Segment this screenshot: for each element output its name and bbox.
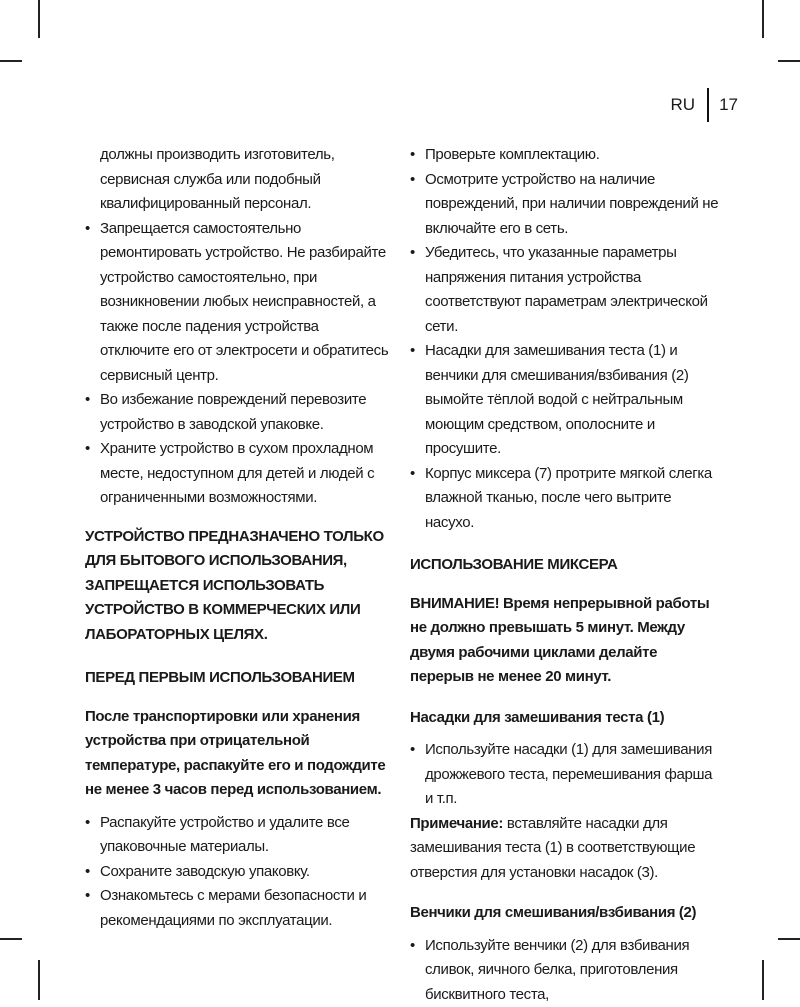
list-item: • Убедитесь, что указанные параметры напряжения питания устройства соответствуют параметрам электрической сети. bbox=[410, 241, 720, 339]
page-header bbox=[671, 88, 738, 122]
list-item: • Корпус миксера (7) протрите мягкой слегка влажной тканью, после чего вытрите насухо. bbox=[410, 462, 720, 536]
list-item: • Используйте насадки (1) для замешивания дрожжевого теста, перемешивания фарша и т.п. bbox=[410, 738, 720, 812]
household-use-warning: УСТРОЙСТВО ПРЕДНАЗНАЧЕНО ТОЛЬКО ДЛЯ БЫТОВОГО ИСПОЛЬЗОВАНИЯ, ЗАПРЕЩАЕТСЯ ИСПОЛЬЗОВАТЬ УСТРОЙСТВО В КОММЕРЧЕСКИХ ИЛИ ЛАБОРАТОРНЫХ ЦЕЛЯХ. bbox=[85, 525, 390, 648]
list-item: • Ознакомьтесь с мерами безопасности и рекомендациями по эксплуатации. bbox=[85, 884, 390, 933]
list-item: • Осмотрите устройство на наличие повреждений, при наличии повреждений не включайте его в сеть. bbox=[410, 168, 720, 242]
first-use-list bbox=[85, 811, 390, 934]
crop-mark-top-left-v bbox=[38, 0, 40, 38]
left-column bbox=[85, 143, 390, 933]
header-divider bbox=[707, 88, 709, 122]
list-item: • Храните устройство в сухом прохладном месте, недоступном для детей и людей с ограниченными возможностями. bbox=[85, 437, 390, 511]
section-title-before-first-use: ПЕРЕД ПЕРВЫМ ИСПОЛЬЗОВАНИЕМ bbox=[85, 666, 390, 691]
list-item: • Распакуйте устройство и удалите все упаковочные материалы. bbox=[85, 811, 390, 860]
safety-list bbox=[85, 217, 390, 511]
crop-mark-top-right-v bbox=[762, 0, 764, 38]
right-column bbox=[410, 143, 720, 1007]
page-number: 17 bbox=[719, 95, 738, 115]
list-item: • Во избежание повреждений перевозите устройство в заводской упаковке. bbox=[85, 388, 390, 437]
list-item: • Проверьте комплектацию. bbox=[410, 143, 720, 168]
crop-mark-top-left-h bbox=[0, 60, 22, 62]
subsection-whisks: Венчики для смешивания/взбивания (2) bbox=[410, 901, 720, 926]
note-paragraph bbox=[410, 812, 720, 886]
crop-mark-bottom-left-h bbox=[0, 938, 22, 940]
note-text: вставляйте насадки для замешивания теста (1) в соответствующие отверстия для установки насадок (3). bbox=[410, 815, 695, 881]
list-item: • Насадки для замешивания теста (1) и венчики для смешивания/взбивания (2) вымойте тёплой водой с нейтральным моющим средством, ополосните и просушите. bbox=[410, 339, 720, 462]
crop-mark-top-right-h bbox=[778, 60, 800, 62]
whisks-list bbox=[410, 934, 720, 1007]
subsection-dough-hooks: Насадки для замешивания теста (1) bbox=[410, 706, 720, 731]
transport-note: После транспортировки или хранения устройства при отрицательной температуре, распакуйте его и подождите не менее 3 часов перед использованием. bbox=[85, 705, 390, 803]
note-label: Примечание: bbox=[410, 815, 503, 832]
dough-hooks-list bbox=[410, 738, 720, 812]
attention-note: ВНИМАНИЕ! Время непрерывной работы не должно превышать 5 минут. Между двумя рабочими циклами делайте перерыв не менее 20 минут. bbox=[410, 592, 720, 690]
preparation-list bbox=[410, 143, 720, 535]
language-code: RU bbox=[671, 95, 696, 115]
list-item: • Сохраните заводскую упаковку. bbox=[85, 860, 390, 885]
crop-mark-bottom-left-v bbox=[38, 960, 40, 1000]
continuation-text: должны производить изготовитель, сервисная служба или подобный квалифицированный персонал. bbox=[85, 143, 390, 217]
section-title-using-mixer: ИСПОЛЬЗОВАНИЕ МИКСЕРА bbox=[410, 553, 720, 578]
list-item: • Используйте венчики (2) для взбивания сливок, яичного белка, приготовления бисквитного теста, bbox=[410, 934, 720, 1007]
crop-mark-bottom-right-h bbox=[778, 938, 800, 940]
crop-mark-bottom-right-v bbox=[762, 960, 764, 1000]
list-item: • Запрещается самостоятельно ремонтировать устройство. Не разбирайте устройство самостоятельно, при возникновении любых неисправностей, а также после падения устройства отключите его от электросети и обратитесь сервисный центр. bbox=[85, 217, 390, 389]
